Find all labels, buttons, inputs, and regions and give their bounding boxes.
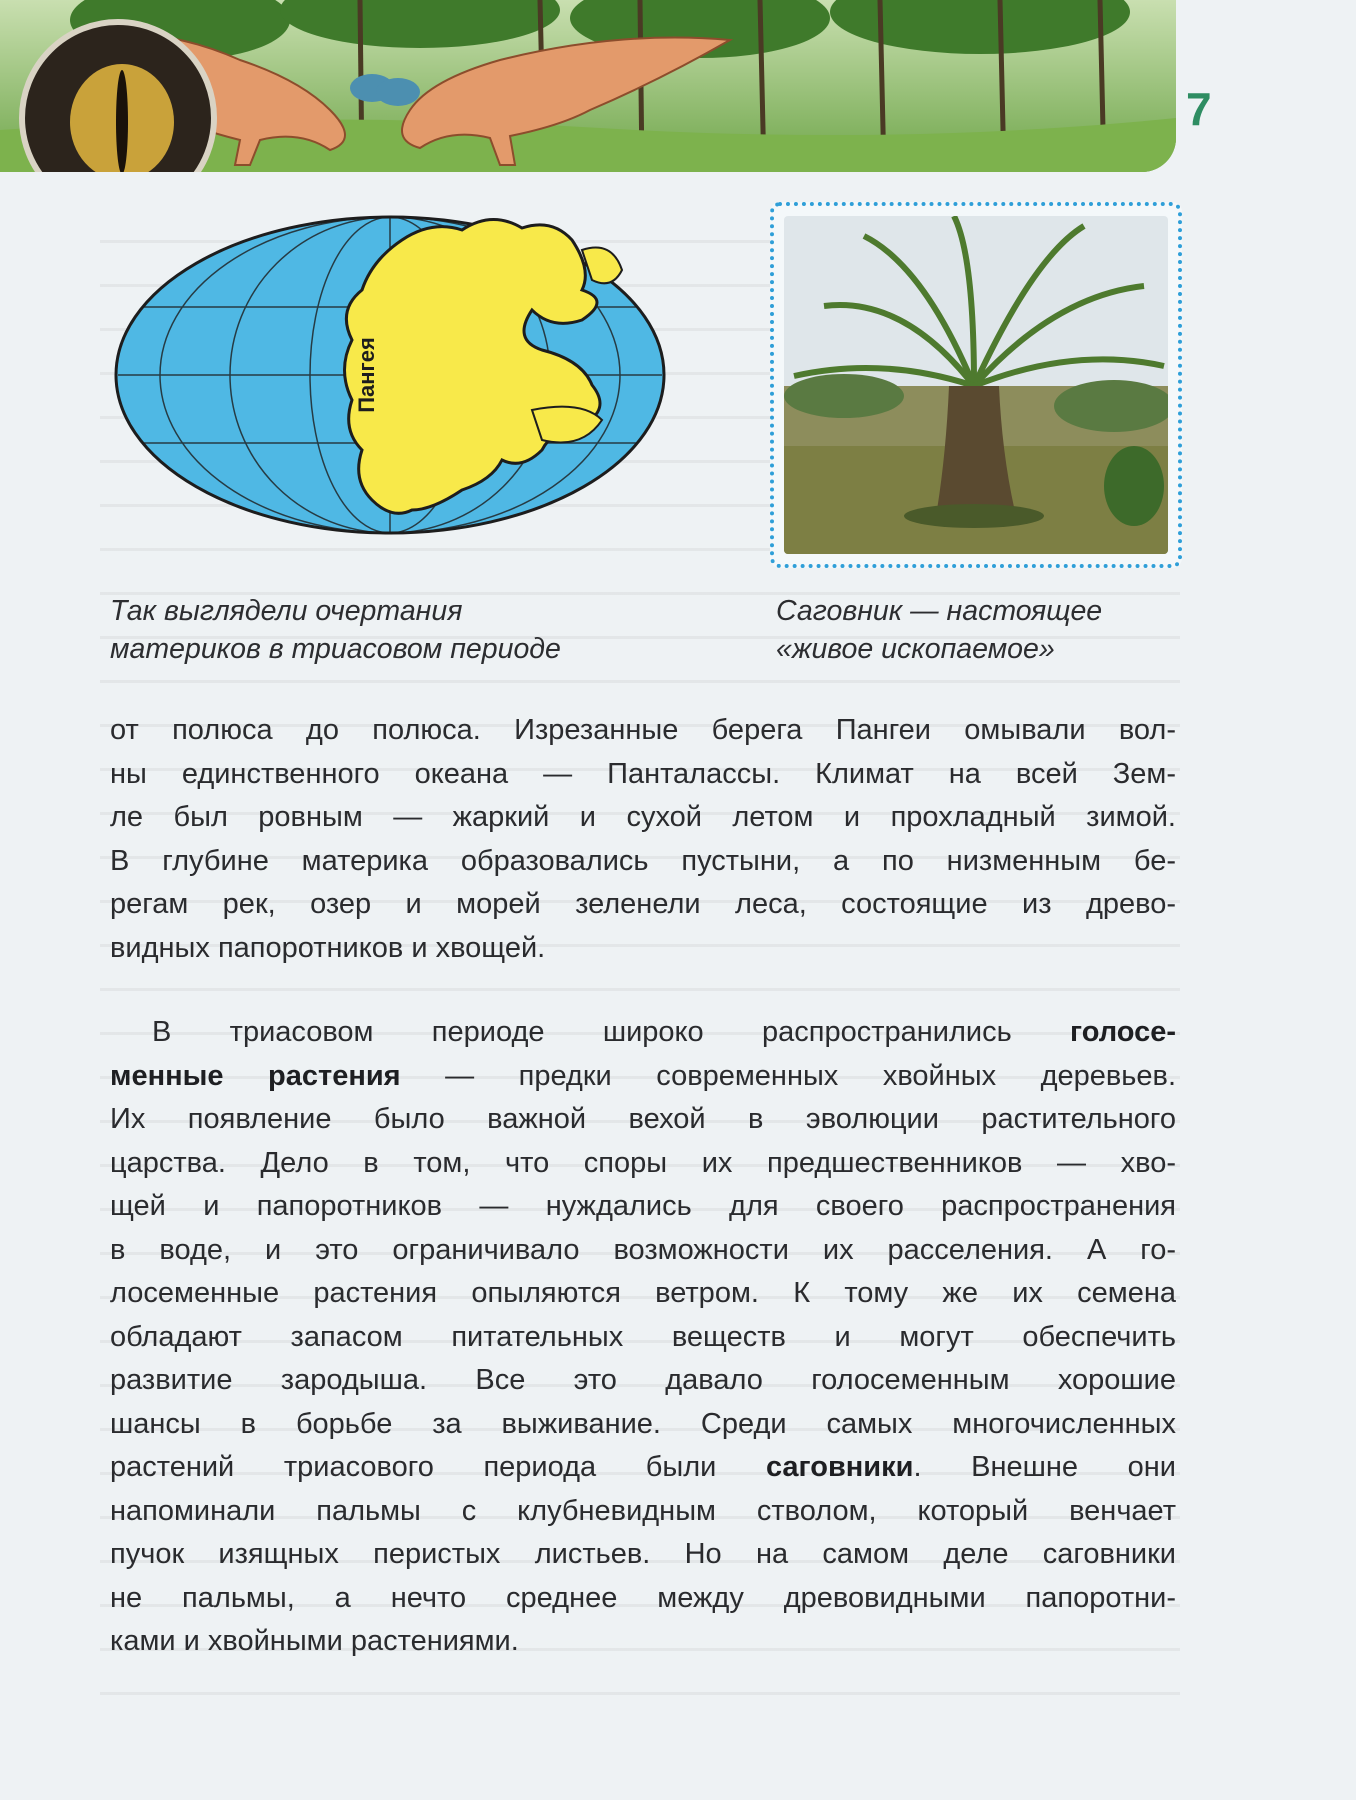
text-run: — предки современных хвойных деревьев. xyxy=(400,1059,1177,1092)
text-line: обладают запасом питательных веществ и могут обеспечить xyxy=(110,1320,1176,1353)
text-line: в воде, и это ограничивало возможности их расселения. А го- xyxy=(110,1233,1176,1266)
photo-frame xyxy=(770,202,1182,568)
cycad-photo xyxy=(784,216,1168,554)
text-line: видных папоротников и хвощей. xyxy=(110,931,546,964)
bold-term: менные растения xyxy=(110,1059,401,1092)
text-line: ками и хвойными растениями. xyxy=(110,1625,519,1657)
photo-caption xyxy=(776,592,1102,668)
paragraph-gymnosperms xyxy=(110,1011,1176,1664)
text-line: Их появление было важной вехой в эволюции растительного xyxy=(110,1103,1176,1135)
bold-term: саговники xyxy=(765,1451,914,1483)
text-line: щей и папоротников — нуждались для своего распространения xyxy=(110,1190,1176,1222)
photo-caption-line: «живое ископаемое» xyxy=(776,633,1055,665)
text-line: напоминали пальмы с клубневидным стволом, который венчает xyxy=(110,1494,1176,1527)
text-line: В глубине материка образовались пустыни, а по низменным бе- xyxy=(110,844,1176,877)
text-line: шансы в борьбе за выживание. Среди самых многочисленных xyxy=(110,1407,1176,1440)
cycad-tree-image xyxy=(784,216,1168,554)
text-line: ле был ровным — жаркий и сухой летом и прохладный зимой. xyxy=(110,801,1176,833)
dinosaur-forest-illustration xyxy=(0,0,1176,172)
text-line: развитие зародыша. Все это давало голосеменным хорошие xyxy=(110,1364,1176,1396)
text-line xyxy=(110,1011,1176,1055)
header-illustration xyxy=(0,0,1176,172)
text-line: не пальмы, а нечто среднее между древовидными папоротни- xyxy=(110,1581,1176,1614)
world-map xyxy=(112,210,668,556)
bold-term: голосе- xyxy=(1070,1016,1176,1048)
map-caption xyxy=(110,592,561,668)
map-caption-line: материков в триасовом периоде xyxy=(110,633,561,665)
pangaea-map xyxy=(112,210,668,556)
text-line: лосеменные растения опыляются ветром. К тому же их семена xyxy=(110,1277,1176,1309)
page-number: 7 xyxy=(1186,83,1212,135)
text-line: ны единственного океана — Панталассы. Климат на всей Зем- xyxy=(110,757,1176,790)
text-line xyxy=(110,1446,1176,1490)
text-run: растений триасового периода были xyxy=(110,1451,766,1483)
text-line: регам рек, озер и морей зеленели леса, состоящие из древо- xyxy=(110,888,1176,920)
text-line: пучок изящных перистых листьев. Но на самом деле саговники xyxy=(110,1538,1176,1570)
text-run: В триасовом периоде широко распространились xyxy=(152,1016,1071,1048)
photo-caption-line: Саговник — настоящее xyxy=(776,595,1103,627)
text-run: . Внешне они xyxy=(913,1451,1176,1483)
text-line: царства. Дело в том, что споры их предшественников — хво- xyxy=(110,1146,1176,1179)
text-line xyxy=(110,1055,1176,1099)
text-line: от полюса до полюса. Изрезанные берега Пангеи омывали вол- xyxy=(110,714,1176,746)
map-caption-line: Так выглядели очертания xyxy=(110,595,463,627)
paragraph-pangaea-climate xyxy=(110,709,1176,970)
pangaea-label: Пангея xyxy=(354,337,379,413)
